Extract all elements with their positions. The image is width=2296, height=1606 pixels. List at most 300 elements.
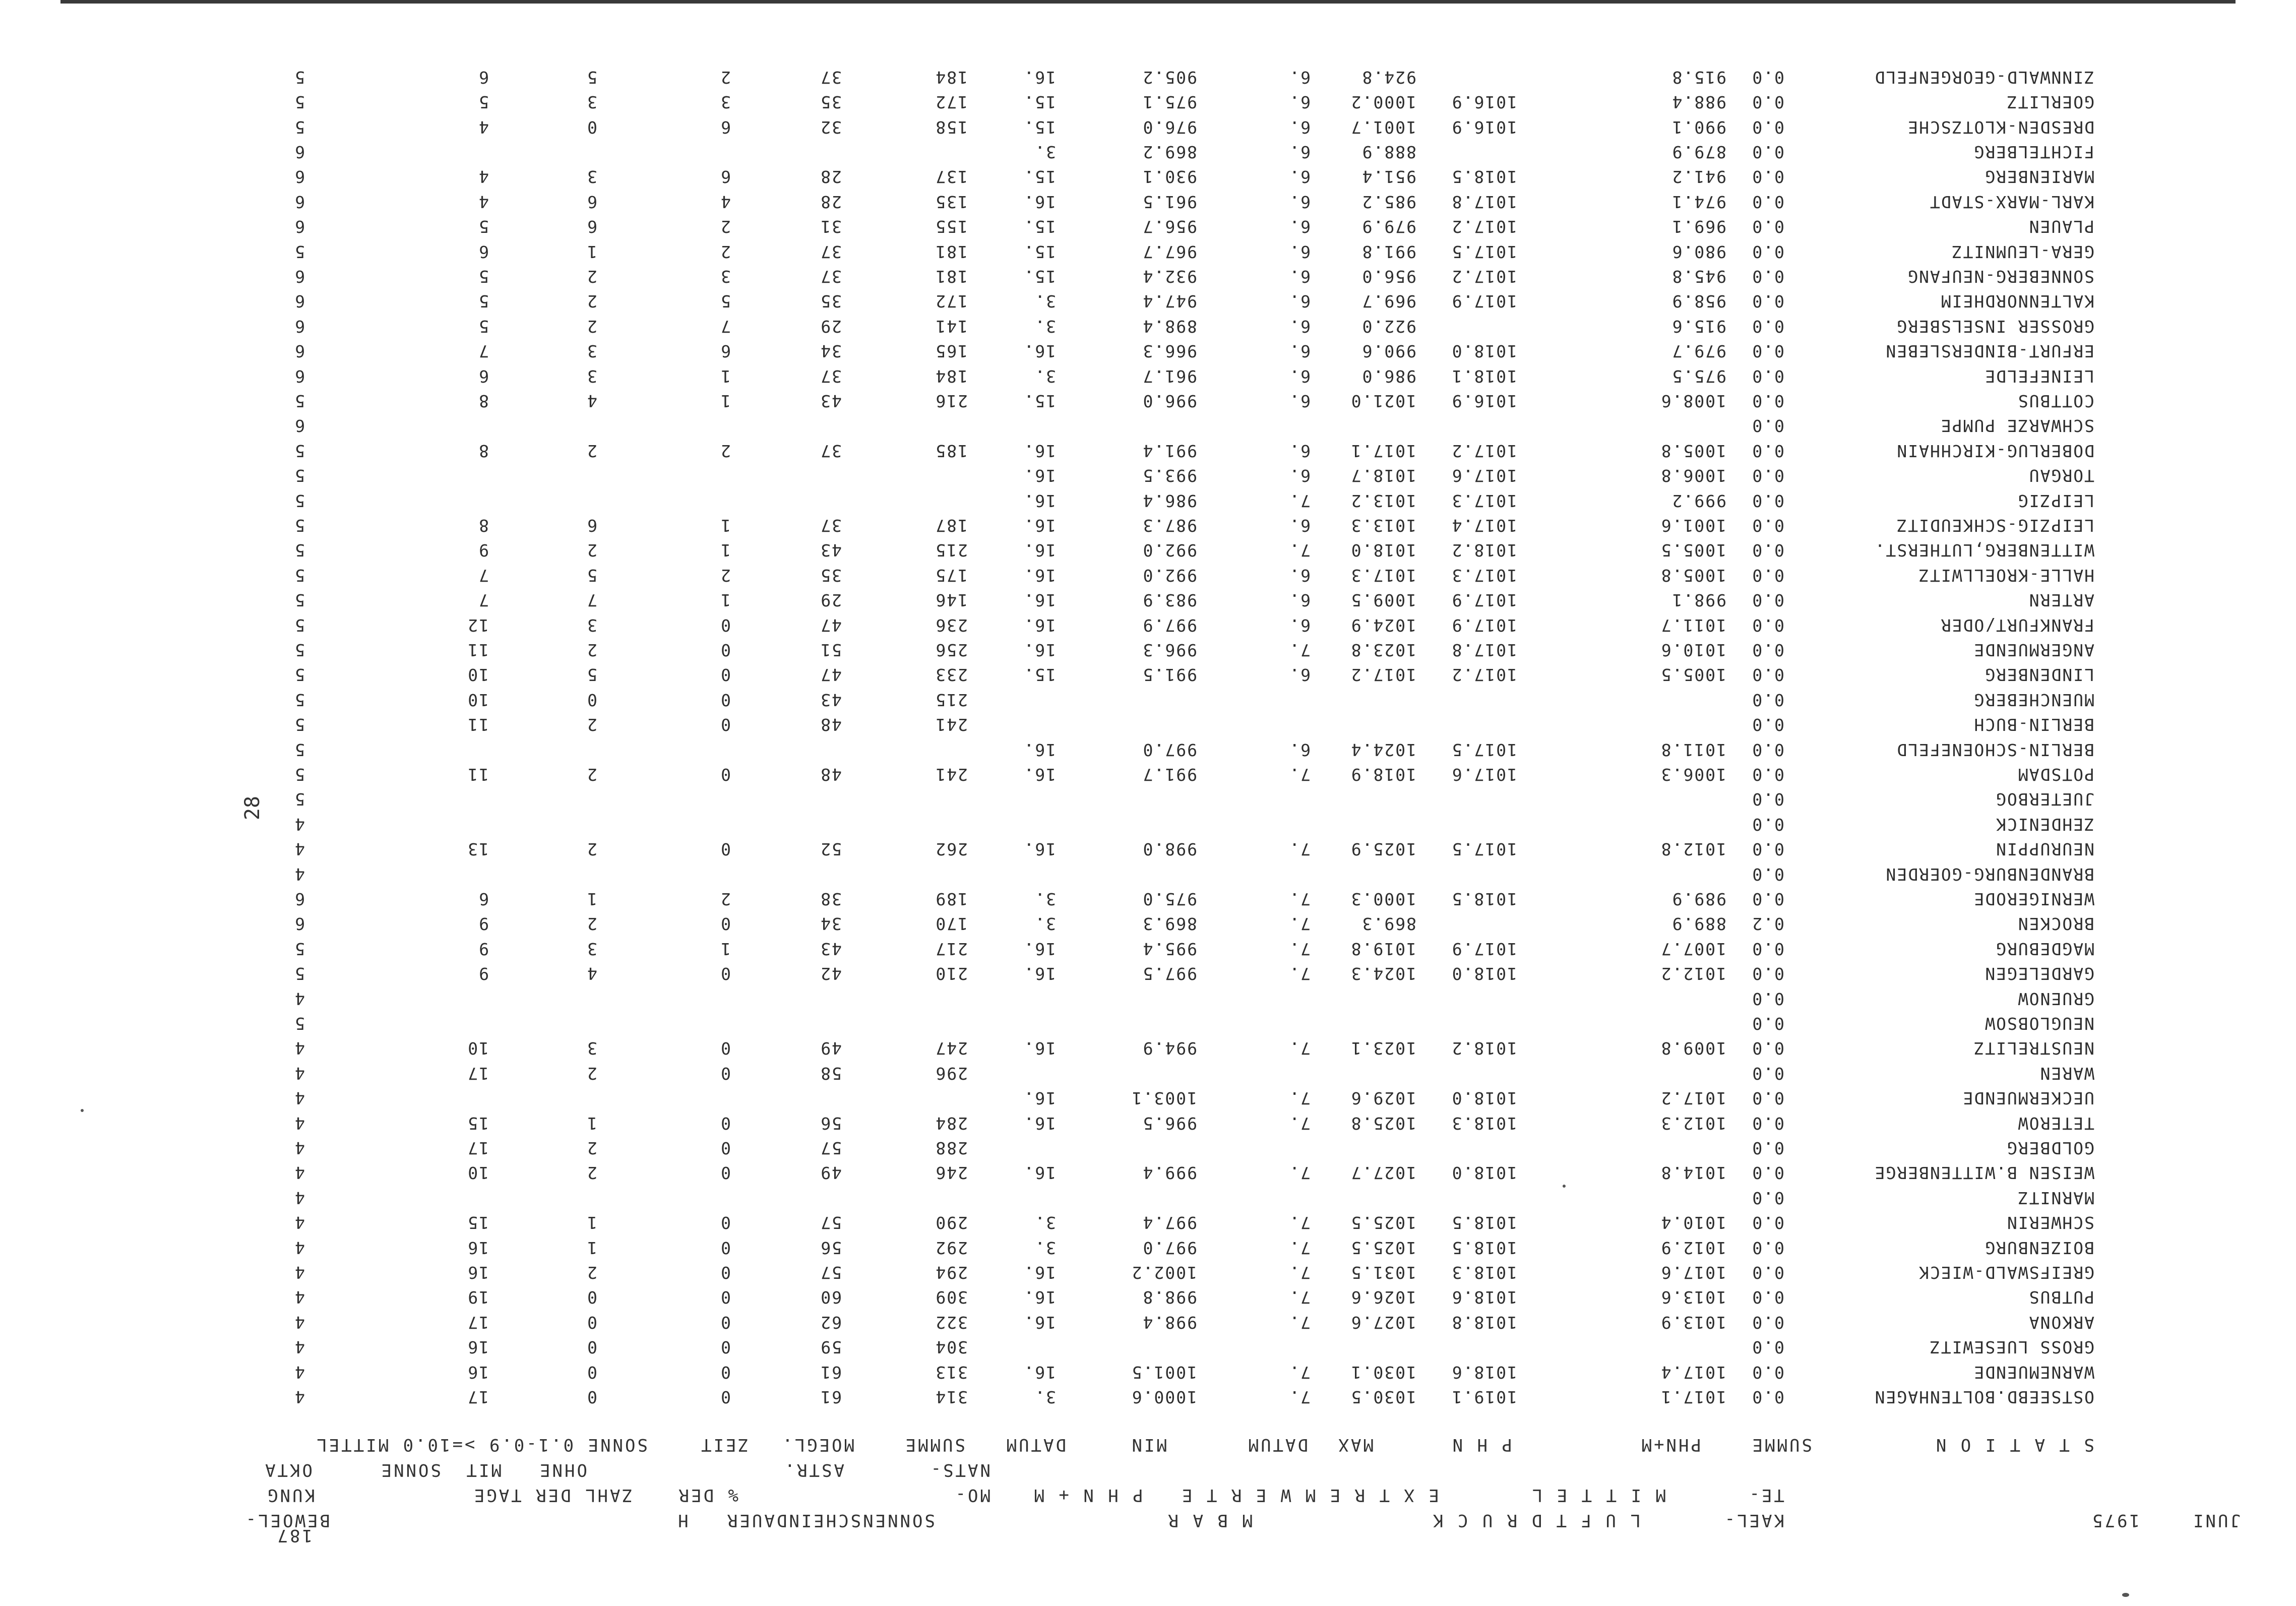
cell-mn: 975.0 (1142, 889, 1197, 909)
cell-ok: 6 (294, 167, 305, 187)
cell-d0: 2 (586, 715, 597, 735)
cell-pc: 0 (720, 1063, 731, 1083)
cell-st: LINDENBERG (1984, 665, 2094, 685)
table-row (0, 515, 2296, 535)
cell-mi: 1011.8 (1660, 739, 1726, 760)
cell-ms: 217 (935, 939, 968, 959)
cell-mx: 1001.7 (1350, 117, 1416, 137)
table-row (0, 739, 2296, 760)
cell-ok: 5 (294, 590, 305, 610)
cell-ms: 175 (935, 565, 968, 585)
table-row (0, 415, 2296, 436)
cell-ss: 60 (820, 1287, 842, 1308)
cell-dx: 6. (1288, 590, 1311, 610)
cell-ok: 4 (294, 1287, 305, 1308)
cell-ph: 1017.5 (1451, 739, 1517, 760)
cell-ph: 1018.0 (1451, 1163, 1517, 1183)
cell-mx: 1027.7 (1350, 1163, 1416, 1183)
cell-d0: 4 (586, 391, 597, 411)
cell-ok: 4 (294, 1387, 305, 1407)
cell-sp: 0.0 (1751, 814, 1784, 834)
cell-dn: 15. (1023, 217, 1056, 237)
cell-d1: 13 (467, 839, 489, 859)
cell-mi: 990.1 (1671, 117, 1726, 137)
cell-st: OSTSEEBD.BOLTENHAGEN (1874, 1387, 2094, 1407)
cell-ms: 189 (935, 889, 968, 909)
cell-ok: 6 (294, 267, 305, 286)
cell-mi: 879.9 (1671, 142, 1726, 162)
cell-sp: 0.0 (1751, 1014, 1784, 1033)
cell-mi: 1005.8 (1660, 441, 1726, 461)
cell-pc: 2 (720, 241, 731, 262)
cell-mn: 956.7 (1142, 217, 1197, 237)
cell-dn: 16. (1023, 1312, 1056, 1332)
cell-d0: 5 (586, 665, 597, 685)
cell-st: MAGDEBURG (1995, 939, 2094, 959)
cell-mx: 1030.1 (1350, 1362, 1416, 1382)
cell-sp: 0.0 (1751, 441, 1784, 461)
cell-pc: 0 (720, 1337, 731, 1357)
cell-dx: 6. (1288, 516, 1311, 535)
table-row (0, 1362, 2296, 1382)
cell-mn: 991.4 (1142, 441, 1197, 461)
header-phnm: PHN+M (1639, 1435, 1701, 1455)
header-page-ref: 187 (275, 1525, 313, 1546)
cell-dx: 6. (1288, 615, 1311, 635)
table-row (0, 939, 2296, 959)
scan-speck (81, 1109, 84, 1112)
cell-sp: 0.0 (1751, 466, 1784, 486)
table-row (0, 864, 2296, 884)
cell-d1: 6 (478, 241, 489, 262)
cell-sp: 0.0 (1751, 1088, 1784, 1108)
cell-sp: 0.0 (1751, 291, 1784, 312)
cell-ph: 1017.2 (1451, 441, 1517, 461)
cell-ss: 28 (820, 192, 842, 212)
header-moegl: MOEGL. (780, 1435, 854, 1455)
cell-dx: 6. (1288, 167, 1311, 187)
cell-mx: 1027.6 (1350, 1312, 1416, 1332)
cell-ss: 32 (820, 117, 842, 137)
cell-ph: 1017.4 (1451, 516, 1517, 535)
cell-mi: 1017.4 (1660, 1362, 1726, 1382)
scan-speck (1563, 1185, 1566, 1188)
cell-dn: 3. (1034, 142, 1056, 162)
cell-mx: 1018.0 (1350, 540, 1416, 561)
cell-mi: 989.9 (1671, 889, 1726, 909)
cell-dx: 6. (1288, 117, 1311, 137)
cell-dn: 16. (1023, 441, 1056, 461)
cell-mn: 869.3 (1142, 914, 1197, 934)
cell-ph: 1018.2 (1451, 540, 1517, 561)
cell-pc: 0 (720, 839, 731, 859)
cell-d0: 3 (586, 1038, 597, 1059)
cell-d0: 3 (586, 615, 597, 635)
cell-d0: 0 (586, 1387, 597, 1407)
cell-ms: 309 (935, 1287, 968, 1308)
cell-sp: 0.0 (1751, 1238, 1784, 1258)
cell-d0: 3 (586, 167, 597, 187)
header-extremwerte: E X T R E M W E R T E P H N + M (1032, 1485, 1439, 1505)
cell-mx: 1024.4 (1350, 739, 1416, 760)
table-row (0, 889, 2296, 909)
cell-dn: 16. (1023, 1287, 1056, 1308)
cell-dn: 16. (1023, 964, 1056, 984)
cell-ms: 241 (935, 765, 968, 784)
cell-ph: 1016.9 (1451, 92, 1517, 112)
cell-d0: 0 (586, 117, 597, 137)
cell-d1: 17 (467, 1138, 489, 1158)
cell-mn: 975.1 (1142, 92, 1197, 112)
cell-ok: 6 (294, 416, 305, 436)
header-year: 1975 (2090, 1510, 2140, 1530)
cell-ph: 1017.9 (1451, 291, 1517, 312)
cell-pc: 0 (720, 1138, 731, 1158)
cell-d0: 2 (586, 765, 597, 784)
cell-mi: 1017.2 (1660, 1088, 1726, 1108)
cell-mn: 987.3 (1142, 516, 1197, 535)
cell-d0: 2 (586, 540, 597, 561)
cell-ph: 1017.6 (1451, 466, 1517, 486)
header-mo: MO- (953, 1485, 990, 1505)
cell-mi: 998.1 (1671, 590, 1726, 610)
cell-mx: 1031.5 (1350, 1263, 1416, 1282)
cell-dn: 3. (1034, 1213, 1056, 1233)
cell-sp: 0.0 (1751, 1063, 1784, 1083)
cell-ss: 37 (820, 67, 842, 87)
cell-mi: 1001.6 (1660, 516, 1726, 535)
cell-ph: 1018.0 (1451, 964, 1517, 984)
table-row (0, 465, 2296, 485)
cell-st: NEUGLOBSOW (1984, 1014, 2094, 1033)
cell-st: PUTBUS (2028, 1287, 2094, 1308)
cell-ms: 165 (935, 341, 968, 361)
cell-st: MARIENBERG (1984, 167, 2094, 187)
cell-ss: 47 (820, 615, 842, 635)
cell-ms: 141 (935, 316, 968, 336)
cell-ph: 1018.6 (1451, 1287, 1517, 1308)
cell-ss: 43 (820, 690, 842, 710)
cell-dn: 16. (1023, 466, 1056, 486)
cell-mi: 1005.5 (1660, 540, 1726, 561)
cell-dn: 16. (1023, 615, 1056, 635)
cell-pc: 4 (720, 192, 731, 212)
table-row (0, 590, 2296, 610)
cell-dx: 7. (1288, 889, 1311, 909)
cell-mn: 996.5 (1142, 1113, 1197, 1133)
cell-d0: 0 (586, 690, 597, 710)
cell-dx: 7. (1288, 490, 1311, 511)
cell-d1: 5 (478, 267, 489, 286)
cell-ms: 256 (935, 640, 968, 660)
cell-ms: 184 (935, 67, 968, 87)
cell-d0: 2 (586, 1138, 597, 1158)
cell-sp: 0.0 (1751, 516, 1784, 535)
cell-ok: 5 (294, 964, 305, 984)
cell-dn: 15. (1023, 665, 1056, 685)
cell-st: MARNITZ (2017, 1188, 2094, 1208)
cell-ph: 1018.6 (1451, 1362, 1517, 1382)
cell-d1: 9 (478, 540, 489, 561)
cell-sp: 0.0 (1751, 540, 1784, 561)
cell-st: POTSDAM (2017, 765, 2094, 784)
cell-mi: 1012.2 (1660, 964, 1726, 984)
table-row (0, 1238, 2296, 1258)
cell-ph: 1017.8 (1451, 192, 1517, 212)
cell-dn: 15. (1023, 92, 1056, 112)
cell-st: BOIZENBURG (1984, 1238, 2094, 1258)
cell-sp: 0.0 (1751, 864, 1784, 884)
cell-ss: 58 (820, 1063, 842, 1083)
table-row (0, 1162, 2296, 1183)
cell-dx: 7. (1288, 1088, 1311, 1108)
cell-st: WITTENBERG,LUTHERST. (1874, 540, 2094, 561)
table-row (0, 441, 2296, 461)
cell-st: PLAUEN (2028, 217, 2094, 237)
cell-ss: 43 (820, 391, 842, 411)
cell-ss: 43 (820, 939, 842, 959)
cell-ok: 5 (294, 640, 305, 660)
cell-dn: 3. (1034, 1238, 1056, 1258)
cell-mn: 976.0 (1142, 117, 1197, 137)
cell-d1: 16 (467, 1263, 489, 1282)
cell-ms: 314 (935, 1387, 968, 1407)
cell-dx: 7. (1288, 1287, 1311, 1308)
cell-ss: 47 (820, 665, 842, 685)
table-row (0, 1188, 2296, 1208)
cell-ph: 1017.6 (1451, 765, 1517, 784)
cell-sp: 0.0 (1751, 1213, 1784, 1233)
cell-ms: 155 (935, 217, 968, 237)
cell-mx: 888.9 (1361, 142, 1416, 162)
cell-ok: 5 (294, 665, 305, 685)
cell-mx: 956.0 (1361, 267, 1416, 286)
header-sonnenschein: SONNENSCHEINDAUER H (676, 1510, 935, 1530)
cell-d0: 2 (586, 640, 597, 660)
cell-dn: 3. (1034, 1387, 1056, 1407)
cell-ms: 187 (935, 516, 968, 535)
cell-dn: 16. (1023, 1163, 1056, 1183)
cell-d0: 4 (586, 964, 597, 984)
cell-mi: 1010.6 (1660, 640, 1726, 660)
cell-sp: 0.2 (1751, 914, 1784, 934)
cell-mx: 1017.3 (1350, 565, 1416, 585)
cell-ok: 5 (294, 939, 305, 959)
header-te: TE- (1747, 1485, 1784, 1505)
cell-sp: 0.0 (1751, 939, 1784, 959)
cell-ok: 6 (294, 914, 305, 934)
table-row (0, 565, 2296, 585)
cell-ok: 4 (294, 864, 305, 884)
cell-dn: 16. (1023, 1263, 1056, 1282)
cell-pc: 1 (720, 540, 731, 561)
cell-ph: 1018.5 (1451, 167, 1517, 187)
cell-st: ANGERMUENDE (1973, 640, 2094, 660)
cell-d0: 0 (586, 1362, 597, 1382)
cell-dn: 16. (1023, 565, 1056, 585)
table-row (0, 640, 2296, 660)
cell-ok: 6 (294, 192, 305, 212)
cell-ms: 172 (935, 291, 968, 312)
table-row (0, 1387, 2296, 1407)
cell-ok: 6 (294, 341, 305, 361)
cell-mi: 974.1 (1671, 192, 1726, 212)
cell-d0: 0 (586, 1287, 597, 1308)
table-row (0, 1212, 2296, 1232)
cell-st: WARNEMUENDE (1973, 1362, 2094, 1382)
cell-dx: 6. (1288, 217, 1311, 237)
cell-ok: 6 (294, 217, 305, 237)
table-row (0, 117, 2296, 137)
header-mbar: M B A R (1166, 1510, 1253, 1530)
cell-mn: 997.0 (1142, 739, 1197, 760)
cell-ok: 5 (294, 490, 305, 511)
cell-ms: 262 (935, 839, 968, 859)
cell-sp: 0.0 (1751, 366, 1784, 386)
cell-st: SCHWERIN (2006, 1213, 2094, 1233)
table-row (0, 839, 2296, 859)
cell-mx: 1025.8 (1350, 1113, 1416, 1133)
cell-sp: 0.0 (1751, 267, 1784, 286)
cell-ok: 4 (294, 1362, 305, 1382)
cell-dx: 7. (1288, 1213, 1311, 1233)
cell-pc: 0 (720, 640, 731, 660)
cell-ss: 35 (820, 565, 842, 585)
cell-dx: 6. (1288, 67, 1311, 87)
cell-ok: 4 (294, 1163, 305, 1183)
cell-mn: 994.9 (1142, 1038, 1197, 1059)
cell-ms: 184 (935, 366, 968, 386)
cell-dx: 7. (1288, 1312, 1311, 1332)
cell-ss: 49 (820, 1163, 842, 1183)
cell-mn: 966.3 (1142, 341, 1197, 361)
header-kael: KAEL- (1722, 1510, 1784, 1530)
table-row (0, 341, 2296, 361)
cell-d1: 15 (467, 1213, 489, 1233)
cell-mi: 1006.3 (1660, 765, 1726, 784)
cell-d1: 19 (467, 1287, 489, 1308)
cell-pc: 0 (720, 1238, 731, 1258)
table-row (0, 814, 2296, 834)
cell-pc: 3 (720, 92, 731, 112)
cell-sp: 0.0 (1751, 241, 1784, 262)
cell-mn: 997.5 (1142, 964, 1197, 984)
cell-d0: 2 (586, 839, 597, 859)
cell-ok: 4 (294, 1063, 305, 1083)
cell-sp: 0.0 (1751, 1287, 1784, 1308)
cell-st: GREIFSWALD-WIECK (1918, 1263, 2094, 1282)
cell-pc: 0 (720, 1263, 731, 1282)
cell-dn: 16. (1023, 341, 1056, 361)
header-luftdruck: L U F T D R U C K (1431, 1510, 1641, 1530)
cell-ms: 158 (935, 117, 968, 137)
cell-dx: 7. (1288, 964, 1311, 984)
cell-dn: 3. (1034, 889, 1056, 909)
table-row (0, 1113, 2296, 1133)
cell-ph: 1016.9 (1451, 391, 1517, 411)
cell-sp: 0.0 (1751, 665, 1784, 685)
cell-d0: 5 (586, 67, 597, 87)
cell-d1: 10 (467, 1038, 489, 1059)
cell-d1: 4 (478, 117, 489, 137)
cell-pc: 7 (720, 316, 731, 336)
cell-ph: 1018.5 (1451, 1238, 1517, 1258)
cell-sp: 0.0 (1751, 490, 1784, 511)
cell-dn: 16. (1023, 640, 1056, 660)
cell-dx: 6. (1288, 739, 1311, 760)
cell-d0: 0 (586, 1312, 597, 1332)
cell-st: WERNIGERODE (1973, 889, 2094, 909)
scan-speck (2122, 1593, 2129, 1597)
cell-ph: 1017.9 (1451, 590, 1517, 610)
cell-dx: 7. (1288, 1113, 1311, 1133)
cell-mn: 1002.2 (1131, 1263, 1197, 1282)
cell-sp: 0.0 (1751, 1113, 1784, 1133)
cell-d1: 16 (467, 1362, 489, 1382)
cell-mx: 979.9 (1361, 217, 1416, 237)
cell-st: GROSS LUESEWITZ (1929, 1337, 2094, 1357)
cell-ok: 5 (294, 690, 305, 710)
cell-ph: 1018.5 (1451, 1213, 1517, 1233)
cell-sp: 0.0 (1751, 67, 1784, 87)
cell-ok: 4 (294, 1113, 305, 1133)
cell-d0: 3 (586, 341, 597, 361)
cell-st: TETEROW (2017, 1113, 2094, 1133)
cell-mn: 998.0 (1142, 839, 1197, 859)
cell-mx: 922.0 (1361, 316, 1416, 336)
cell-st: NEUSTRELITZ (1973, 1038, 2094, 1059)
cell-sp: 0.0 (1751, 391, 1784, 411)
cell-mx: 951.4 (1361, 167, 1416, 187)
cell-dn: 16. (1023, 540, 1056, 561)
cell-ok: 4 (294, 1238, 305, 1258)
cell-dn: 15. (1023, 391, 1056, 411)
table-row (0, 690, 2296, 710)
cell-ms: 247 (935, 1038, 968, 1059)
cell-mi: 1012.9 (1660, 1238, 1726, 1258)
cell-dx: 6. (1288, 366, 1311, 386)
cell-ms: 185 (935, 441, 968, 461)
cell-dn: 16. (1023, 1362, 1056, 1382)
cell-ms: 215 (935, 690, 968, 710)
cell-dx: 6. (1288, 441, 1311, 461)
cell-ms: 246 (935, 1163, 968, 1183)
cell-mi: 980.6 (1671, 241, 1726, 262)
cell-ph: 1018.2 (1451, 1038, 1517, 1059)
cell-st: TORGAU (2028, 466, 2094, 486)
cell-ss: 37 (820, 366, 842, 386)
cell-mi: 1006.8 (1660, 466, 1726, 486)
cell-d1: 17 (467, 1387, 489, 1407)
cell-st: ERFURT-BINDERSLEBEN (1885, 341, 2094, 361)
cell-d1: 10 (467, 690, 489, 710)
cell-ms: 313 (935, 1362, 968, 1382)
cell-pc: 2 (720, 217, 731, 237)
header-phn: P H N (1450, 1435, 1512, 1455)
cell-mx: 969.7 (1361, 291, 1416, 312)
cell-d1: 5 (478, 316, 489, 336)
cell-sp: 0.0 (1751, 640, 1784, 660)
cell-ms: 181 (935, 267, 968, 286)
table-row (0, 316, 2296, 336)
cell-ok: 5 (294, 92, 305, 112)
table-row (0, 989, 2296, 1009)
cell-ok: 5 (294, 540, 305, 561)
cell-d1: 10 (467, 1163, 489, 1183)
cell-st: WEISEN B.WITTENBERGE (1874, 1163, 2094, 1183)
table-row (0, 1287, 2296, 1307)
cell-mn: 932.4 (1142, 267, 1197, 286)
